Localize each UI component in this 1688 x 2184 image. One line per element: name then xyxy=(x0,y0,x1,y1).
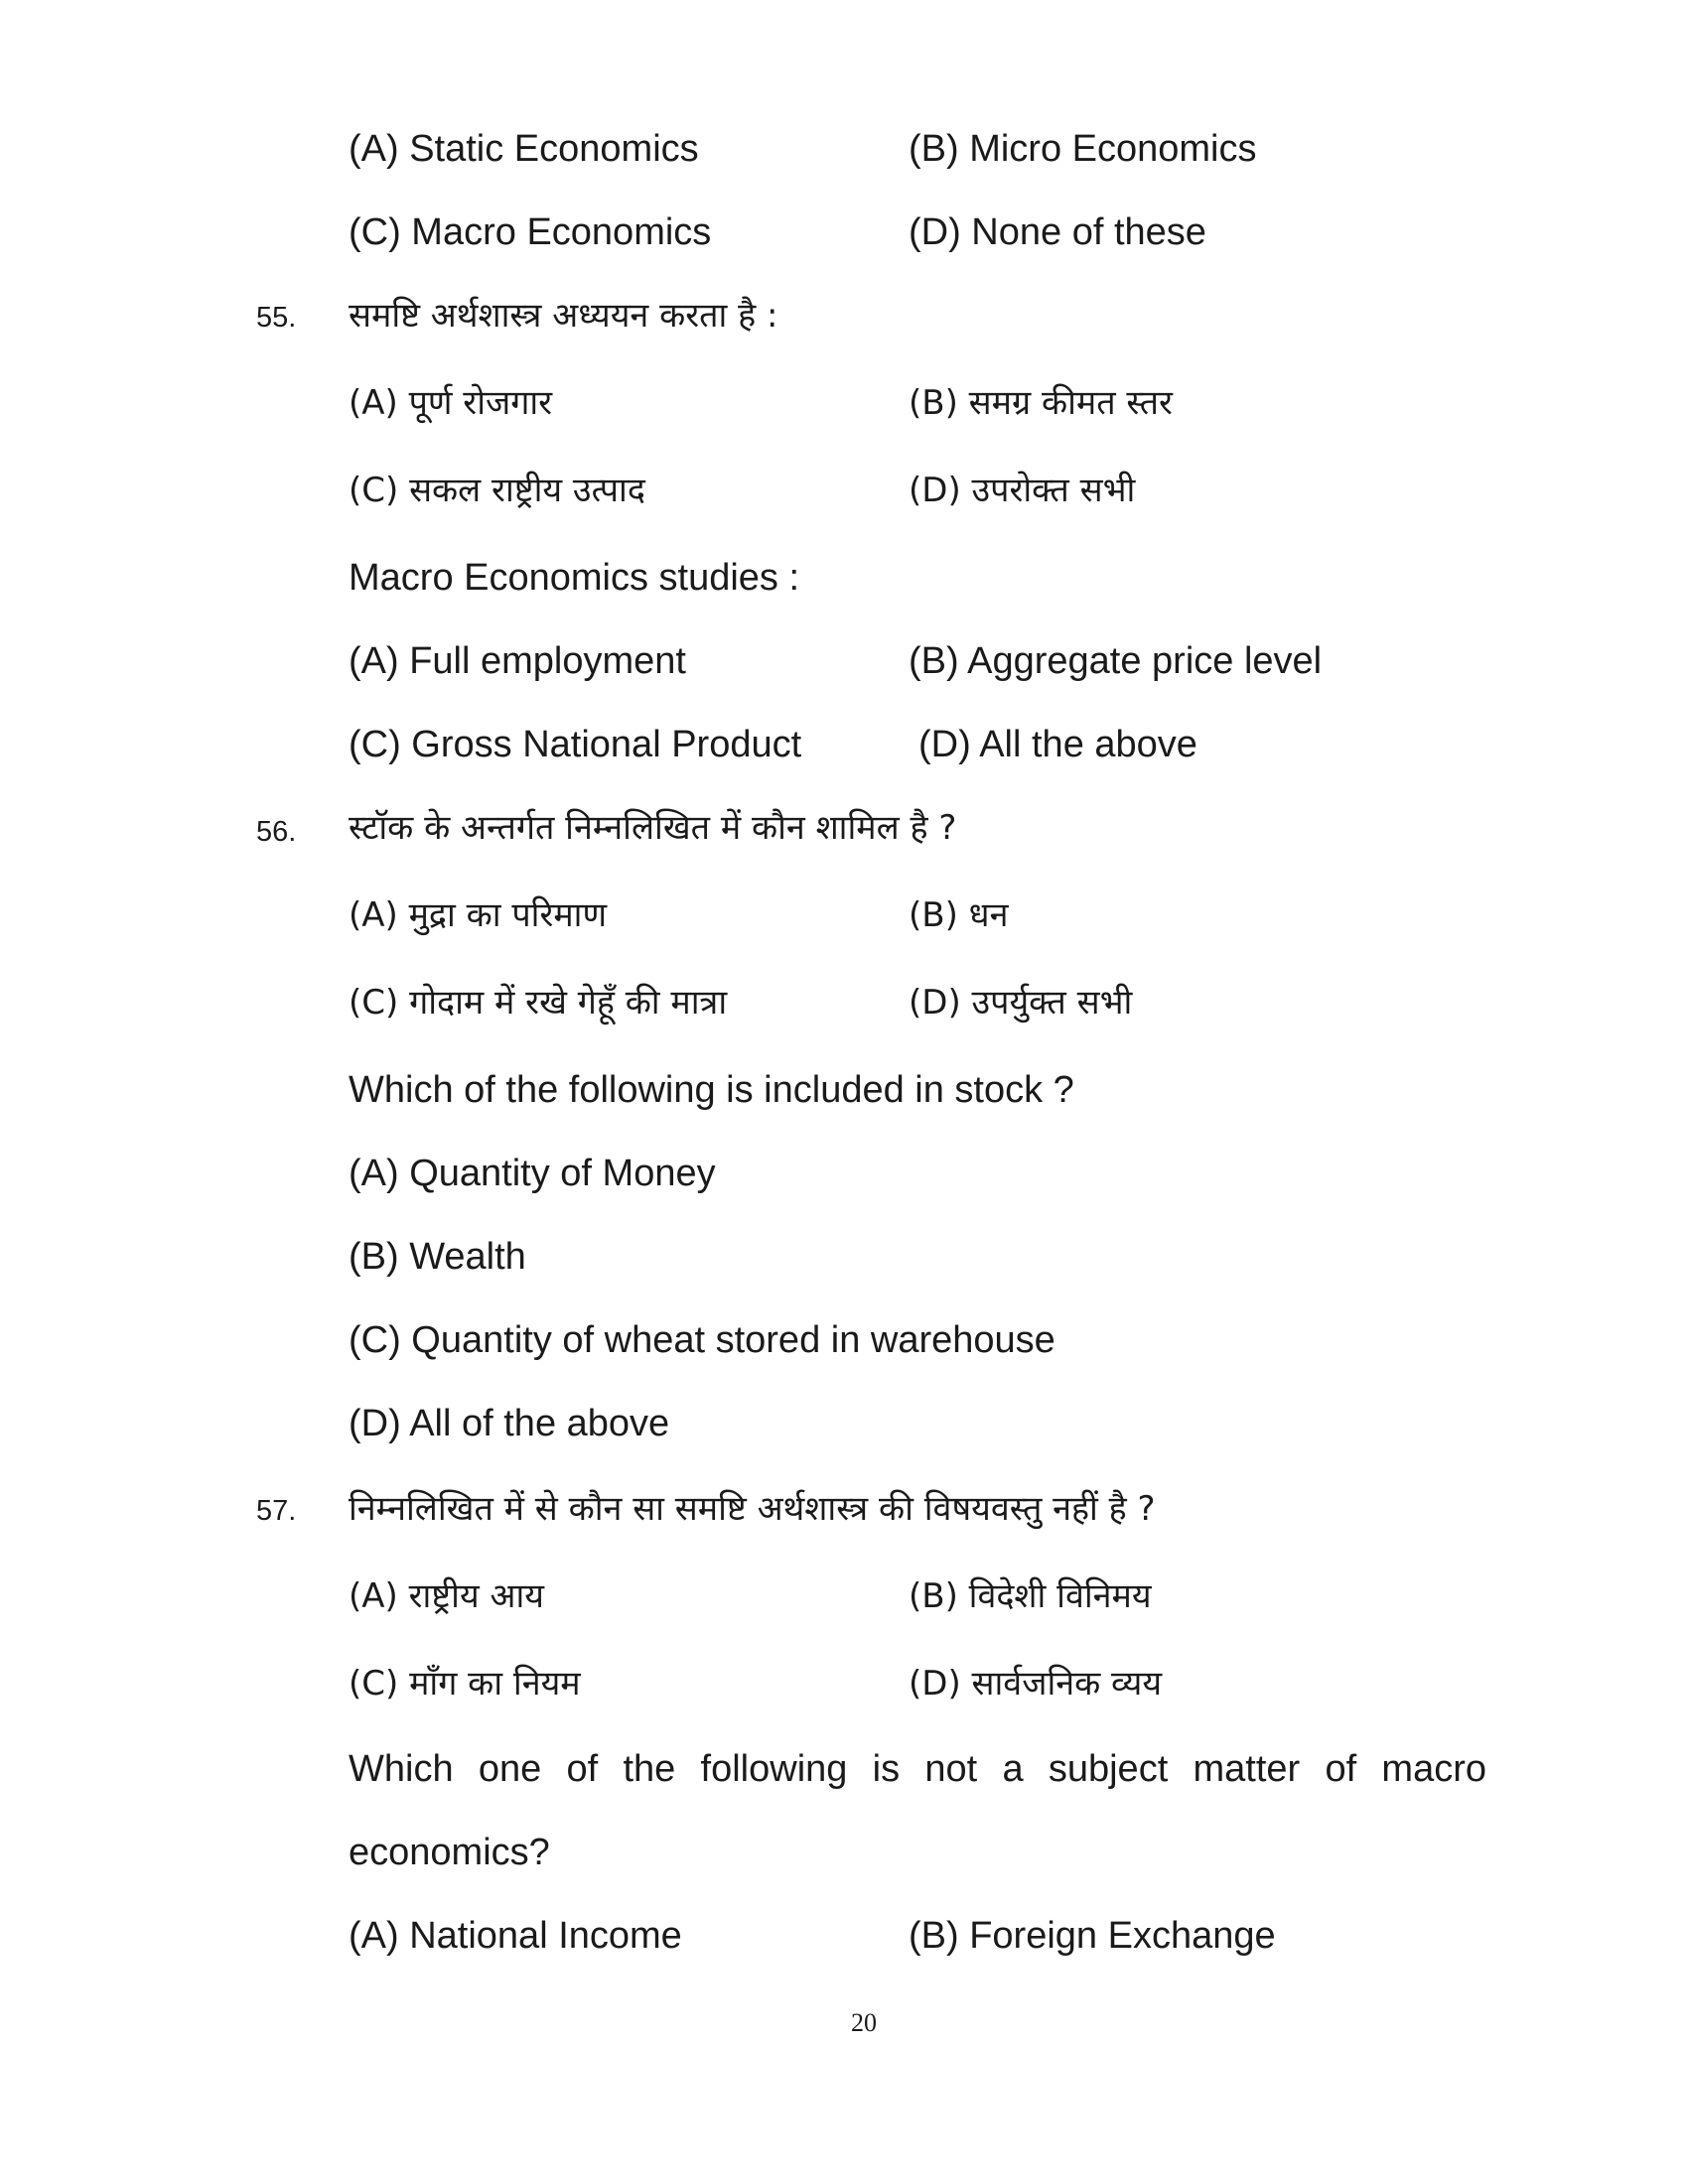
question-number: 55. xyxy=(256,302,297,334)
hindi-option-a: (A) राष्ट्रीय आय xyxy=(349,1576,544,1616)
hindi-option-d: (D) उपर्युक्त सभी xyxy=(909,983,1133,1023)
hindi-option-b: (B) विदेशी विनिमय xyxy=(909,1576,1152,1616)
hindi-option-c: (C) गोदाम में रखे गेहूँ की मात्रा xyxy=(349,983,728,1023)
hindi-option-c: (C) माँग का नियम xyxy=(349,1664,581,1704)
english-option-b: (B) Wealth xyxy=(349,1236,526,1278)
english-question-text-line-2: economics? xyxy=(349,1832,550,1873)
carryover-option-d: (D) None of these xyxy=(909,211,1206,253)
hindi-question-text: समष्टि अर्थशास्त्र अध्ययन करता है : xyxy=(349,296,778,336)
english-question-text: Which of the following is included in stock ? xyxy=(349,1069,1074,1111)
english-question-text: Macro Economics studies : xyxy=(349,557,800,599)
english-option-a: (A) Full employment xyxy=(349,640,686,682)
english-option-a: (A) Quantity of Money xyxy=(349,1153,716,1194)
english-option-d: (D) All the above xyxy=(918,724,1197,765)
hindi-option-a: (A) पूर्ण रोजगार xyxy=(349,383,553,423)
carryover-option-a: (A) Static Economics xyxy=(349,128,699,170)
hindi-option-d: (D) सार्वजनिक व्यय xyxy=(909,1664,1163,1704)
carryover-option-c: (C) Macro Economics xyxy=(349,211,712,253)
hindi-option-b: (B) समग्र कीमत स्तर xyxy=(909,383,1173,423)
carryover-option-b: (B) Micro Economics xyxy=(909,128,1257,170)
english-option-b: (B) Aggregate price level xyxy=(909,640,1323,682)
question-number: 57. xyxy=(256,1495,297,1527)
english-option-a: (A) National Income xyxy=(349,1915,682,1957)
hindi-option-a: (A) मुद्रा का परिमाण xyxy=(349,895,608,935)
question-number: 56. xyxy=(256,816,297,848)
hindi-question-text: स्टॉक के अन्तर्गत निम्नलिखित में कौन शामिल है ? xyxy=(349,808,957,848)
page-number: 20 xyxy=(851,2008,877,2037)
english-option-b: (B) Foreign Exchange xyxy=(909,1915,1276,1957)
hindi-option-d: (D) उपरोक्त सभी xyxy=(909,471,1136,510)
hindi-question-text: निम्नलिखित में से कौन सा समष्टि अर्थशास्त्र की विषयवस्तु नहीं है ? xyxy=(349,1489,1156,1529)
hindi-option-b: (B) धन xyxy=(909,895,1009,935)
english-option-c: (C) Quantity of wheat stored in warehouse xyxy=(349,1319,1055,1361)
hindi-option-c: (C) सकल राष्ट्रीय उत्पाद xyxy=(349,471,645,510)
english-question-text-line-1: Which one of the following is not a subject matter of macro xyxy=(349,1748,1486,1790)
english-option-c: (C) Gross National Product xyxy=(349,724,802,765)
english-option-d: (D) All of the above xyxy=(349,1403,670,1444)
